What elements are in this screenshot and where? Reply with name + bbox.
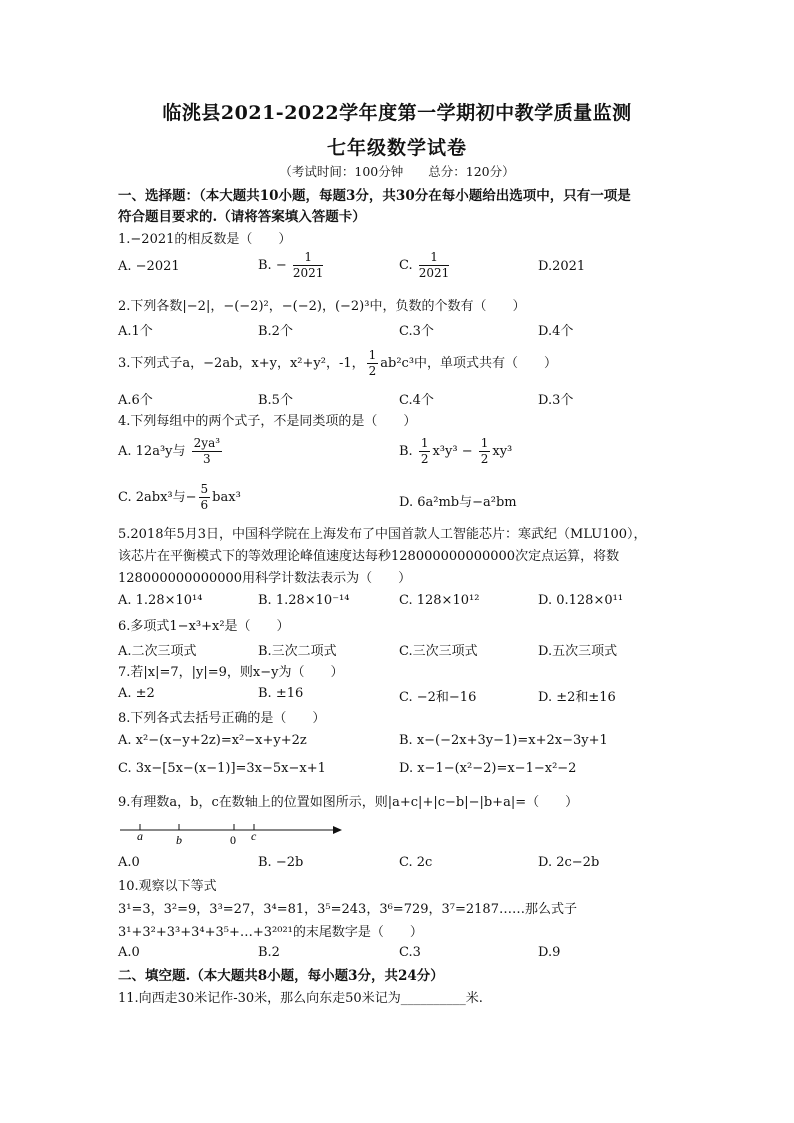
fraction-numerator: 1 [368, 348, 377, 362]
question-7-stem: 7.若|x|=7，|y|=9，则x−y为（ ） [118, 665, 344, 680]
option-d: D.3个 [538, 393, 574, 408]
option-b: B. 1.28×10⁻¹⁴ [258, 593, 350, 608]
option-a: A. 1.28×10¹⁴ [118, 593, 203, 608]
question-10-stem: 10.观察以下等式 [118, 879, 217, 894]
option-d: D.9 [538, 945, 561, 960]
option-a: A. ±2 [118, 686, 155, 701]
option-c-prefix: C. [399, 258, 413, 273]
fraction [293, 250, 324, 281]
option-a: A.6个 [118, 393, 153, 408]
option-c: C. 128×10¹² [399, 593, 480, 608]
option-c-suffix: bax³ [212, 490, 241, 505]
question-4-options-row2 [118, 482, 698, 522]
question-2-options [118, 320, 698, 342]
exam-title: 临洮县2021-2022学年度第一学期初中教学质量监测 [162, 102, 632, 124]
fraction-denominator: 3 [203, 452, 211, 466]
section2-heading: 二、填空题.（本大题共8小题，每小题3分，共24分） [118, 968, 444, 984]
label-c: c [251, 829, 257, 843]
option-a: A.0 [118, 945, 140, 960]
option-b [258, 250, 325, 281]
option-c [118, 482, 241, 513]
option-a: A. x²−(x−y+2z)=x²−x+y+2z [118, 733, 307, 748]
option-d: D. ±2和±16 [538, 690, 616, 705]
fraction [367, 348, 379, 379]
option-b-middle: x³y³ − [432, 444, 473, 459]
question-4-options-row1 [118, 436, 698, 476]
question-10-line1: 3¹=3，3²=9，3³=27，3⁴=81，3⁵=243，3⁶=729，3⁷=2187……那么式子 [118, 902, 577, 917]
question-8-stem: 8.下列各式去括号正确的是（ ） [118, 711, 326, 726]
option-b: B. ±16 [258, 686, 304, 701]
option-a: A.0 [118, 855, 140, 870]
question-10-line2: 3¹+3²+3³+3⁴+3⁵+…+3²⁰²¹的末尾数字是（ ） [118, 925, 423, 940]
question-7-options [118, 686, 698, 708]
label-0: 0 [230, 833, 236, 847]
question-8-options-row2 [118, 761, 698, 783]
option-a [118, 436, 224, 467]
option-b-suffix: xy³ [492, 444, 513, 459]
fraction-numerator: 1 [419, 250, 450, 266]
fraction [192, 436, 222, 467]
option-a: A.1个 [118, 324, 153, 339]
option-c: C. 2c [399, 855, 433, 870]
option-b: B. −2b [258, 855, 304, 870]
question-6-options [118, 640, 698, 662]
fraction-denominator: 2 [420, 452, 429, 466]
question-6-stem: 6.多项式1−x³+x²是（ ） [118, 619, 290, 634]
fraction-numerator: 1 [420, 436, 429, 450]
fraction-numerator: 2ya³ [193, 436, 221, 450]
label-a: a [137, 829, 143, 843]
fraction-denominator: 6 [200, 498, 209, 512]
option-b: B. x−(−2x+3y−1)=x+2x−3y+1 [399, 733, 608, 748]
fraction [479, 436, 491, 467]
option-c: C. 3x−[5x−(x−1)]=3x−5x−x+1 [118, 761, 326, 776]
question-3-options [118, 389, 698, 411]
fraction-denominator: 2021 [292, 266, 324, 280]
option-d: D.五次三项式 [538, 644, 618, 659]
option-c: C. −2和−16 [399, 690, 477, 705]
fraction [419, 436, 431, 467]
label-b: b [176, 833, 182, 847]
question-2-stem: 2.下列各数|−2|，−(−2)²，−(−2)，(−2)³中，负数的个数有（ ） [118, 299, 526, 314]
option-c [399, 250, 451, 281]
question-5-line1: 5.2018年5月3日，中国科学院在上海发布了中国首款人工智能芯片：寒武纪（MLU100）， [118, 527, 647, 542]
question-9-options [118, 855, 698, 877]
fraction-denominator: 2 [368, 364, 377, 378]
option-c: C.三次三项式 [399, 644, 478, 659]
fraction-denominator: 2 [480, 452, 489, 466]
option-b-prefix: B. − [258, 258, 287, 273]
question-9-stem: 9.有理数a，b，c在数轴上的位置如图所示，则|a+c|+|c−b|−|b+a|=（ ） [118, 795, 579, 810]
section1-heading-line2: 符合题目要求的.（请将答案填入答题卡） [118, 209, 366, 225]
question-5-line2: 该芯片在平衡模式下的等效理论峰值速度达每秒128000000000000次定点运算，将数 [118, 549, 620, 564]
option-d: D.2021 [538, 259, 586, 274]
option-b: B.三次二项式 [258, 644, 337, 659]
section1-heading [118, 186, 698, 228]
option-d: D.4个 [538, 324, 574, 339]
fraction-numerator: 1 [480, 436, 489, 450]
exam-subject-title: 七年级数学试卷 [326, 137, 467, 159]
option-b: B.2 [258, 945, 280, 960]
option-a: A. −2021 [118, 259, 180, 274]
option-d: D. 6a²mb与−a²bm [399, 495, 517, 510]
fraction-numerator: 5 [200, 482, 209, 496]
fraction [419, 250, 450, 281]
option-c-prefix: C. 2abx³与− [118, 490, 197, 505]
option-a-prefix: A. 12a³y与 [118, 444, 186, 459]
option-b-prefix: B. [399, 444, 413, 459]
question-3-stem [118, 344, 698, 384]
fraction-numerator: 1 [293, 250, 324, 266]
section1-heading-line1: 一、选择题：（本大题共10小题，每题3分，共30分在每小题给出选项中，只有一项是 [118, 188, 631, 204]
question-5-line3: 128000000000000用科学计数法表示为（ ） [118, 571, 412, 586]
option-b: B.5个 [258, 393, 293, 408]
question-3-stem-prefix: 3.下列式子a，−2ab，x+y，x²+y²，-1， [118, 356, 365, 371]
question-3-stem-suffix: ab²c³中，单项式共有（ ） [380, 356, 558, 371]
fraction-denominator: 2021 [418, 266, 450, 280]
option-c: C.3个 [399, 324, 434, 339]
question-8-options-row1 [118, 733, 698, 755]
option-b: B.2个 [258, 324, 293, 339]
option-d: D. 2c−2b [538, 855, 600, 870]
question-5-options [118, 593, 698, 615]
option-c: C.4个 [399, 393, 434, 408]
option-b [399, 436, 512, 467]
option-c: C.3 [399, 945, 421, 960]
question-10-options [118, 945, 698, 967]
option-a: A.二次三项式 [118, 644, 197, 659]
number-line-figure [118, 818, 348, 850]
option-d: D. x−1−(x²−2)=x−1−x²−2 [399, 761, 577, 776]
question-11-stem: 11.向西走30米记作-30米，那么向东走50米记为__________米. [118, 991, 483, 1006]
fraction [199, 482, 211, 513]
question-1-options [118, 250, 698, 290]
option-d: D. 0.128×0¹¹ [538, 593, 624, 608]
exam-info: （考试时间：100分钟 总分：120分） [279, 164, 515, 179]
arrow-right-icon [333, 826, 342, 834]
question-4-stem: 4.下列每组中的两个式子，不是同类项的是（ ） [118, 414, 417, 429]
question-1-stem: 1.−2021的相反数是（ ） [118, 232, 292, 247]
